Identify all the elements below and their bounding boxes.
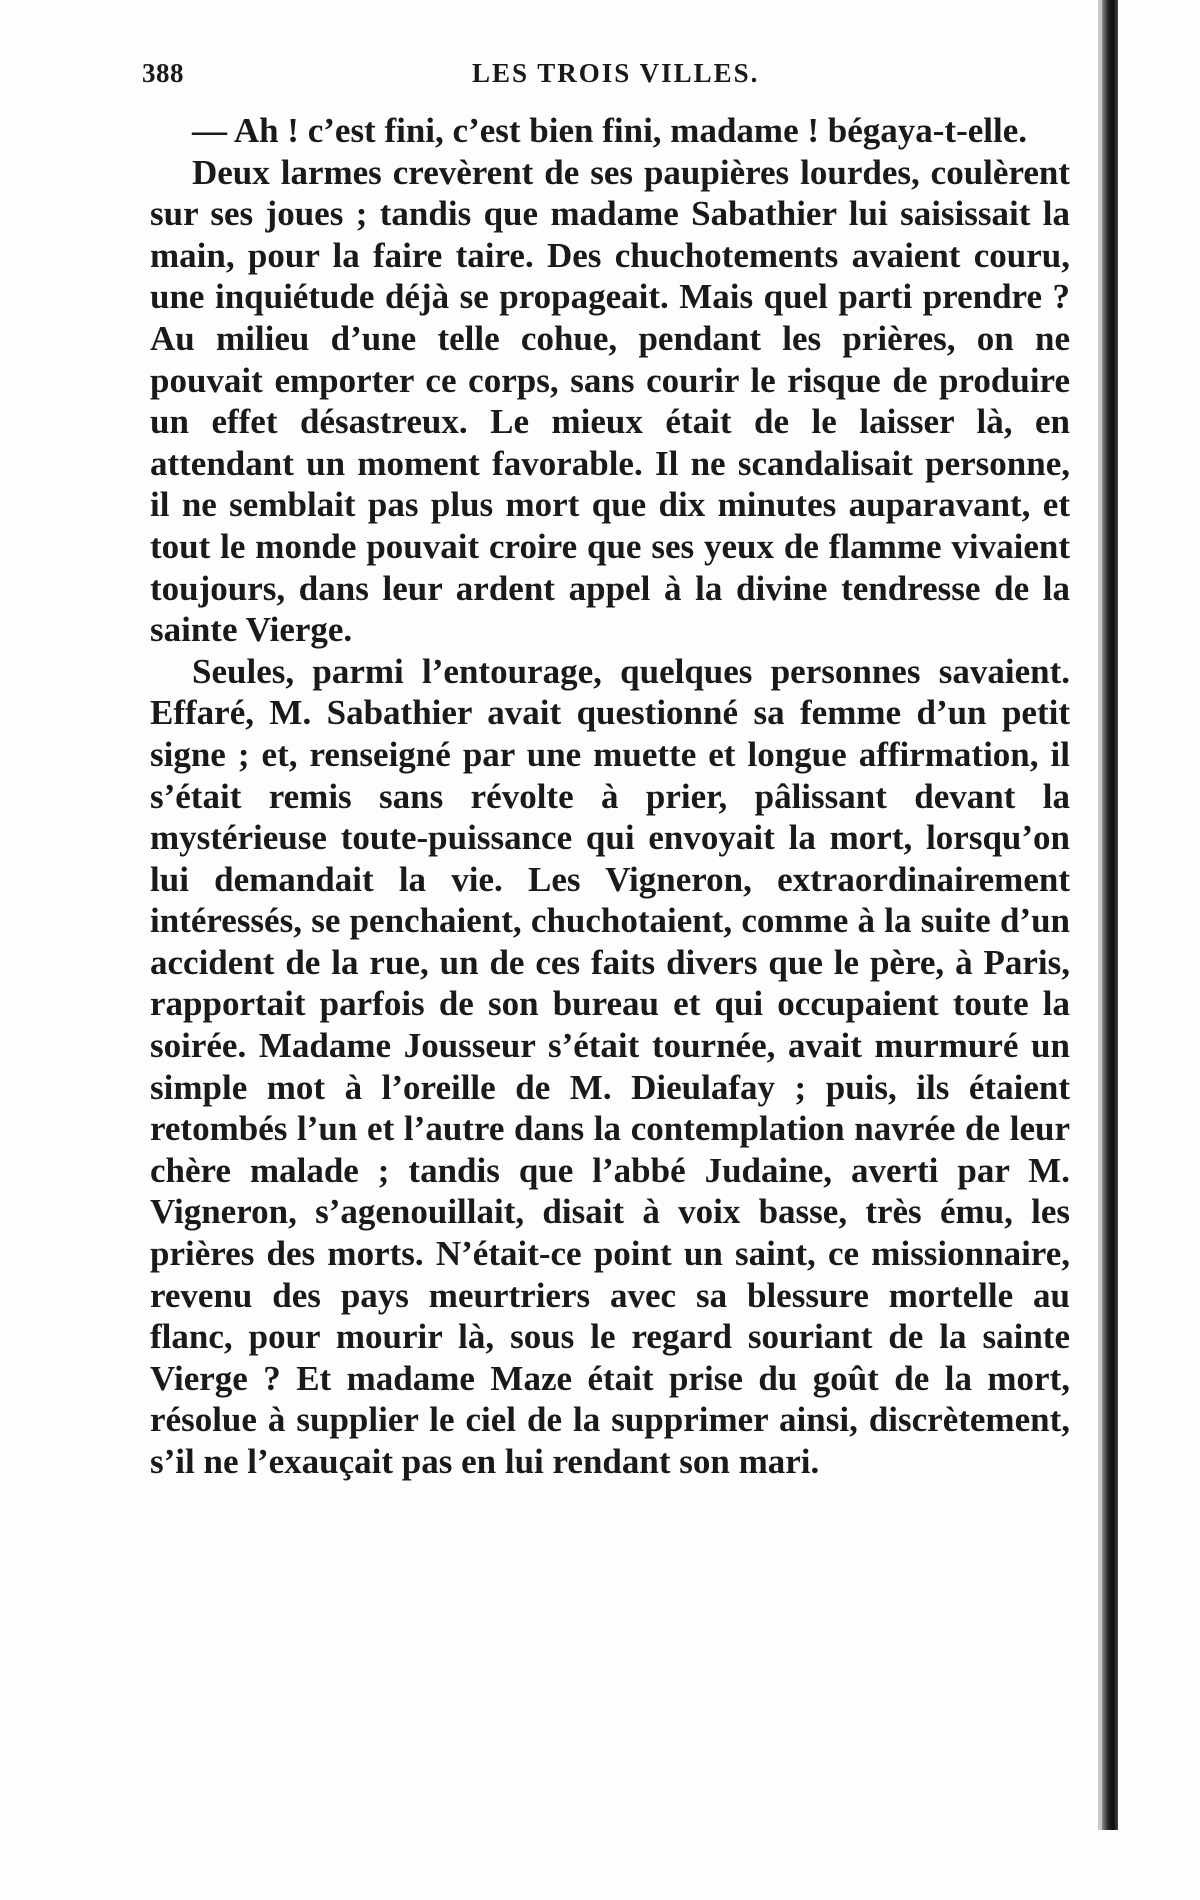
page-edge-shadow bbox=[1102, 0, 1118, 1830]
paragraph: Deux larmes crevèrent de ses paupières lourdes, coulèrent sur ses joues ; tandis que madame Sabathier lui saisissait la main, pour la faire taire. Des chuchotements avaient couru, une inquiétude déjà se propageait. Mais quel parti prendre ? Au milieu d’une telle cohue, pendant les prières, on ne pouvait emporter ce corps, sans courir le risque de produire un effet désastreux. Le mieux était de le laisser là, en attendant un moment favorable. Il ne scandalisait personne, il ne semblait pas plus mort que dix minutes auparavant, et tout le monde pouvait croire que ses yeux de flamme vivaient toujours, dans leur ardent appel à la divine tendresse de la sainte Vierge. bbox=[150, 152, 1070, 650]
paragraph: — Ah ! c’est fini, c’est bien fini, madame ! bégaya-t-elle. bbox=[192, 111, 1027, 150]
running-title: LES TROIS VILLES. bbox=[472, 58, 760, 88]
page-number: 388 bbox=[142, 58, 184, 88]
page-header bbox=[142, 58, 1092, 98]
body-text bbox=[150, 110, 1070, 1483]
paragraph: Seules, parmi l’entourage, quelques personnes savaient. Effaré, M. Sabathier avait questionné sa femme d’un petit signe ; et, renseigné par une muette et longue affirmation, il s’était remis sans révolte à prier, pâlissant devant la mystérieuse toute-puissance qui envoyait la mort, lorsqu’on lui demandait la vie. Les Vigneron, extraordinairement intéressés, se penchaient, chuchotaient, comme à la suite d’un accident de la rue, un de ces faits divers que le père, à Paris, rapportait parfois de son bureau et qui occupaient toute la soirée. Madame Jousseur s’était tournée, avait murmuré un simple mot à l’oreille de M. Dieulafay ; puis, ils étaient retombés l’un et l’autre dans la contemplation navrée de leur chère malade ; tandis que l’abbé Judaine, averti par M. Vigneron, s’agenouillait, disait à voix basse, très ému, les prières des morts. N’était-ce point un saint, ce missionnaire, revenu des pays meurtriers avec sa blessure mortelle au flanc, pour mourir là, sous le regard souriant de la sainte Vierge ? Et madame Maze était prise du goût de la mort, résolue à supplier le ciel de la supprimer ainsi, discrètement, s’il ne l’exauçait pas en lui rendant son mari. bbox=[150, 651, 1070, 1481]
